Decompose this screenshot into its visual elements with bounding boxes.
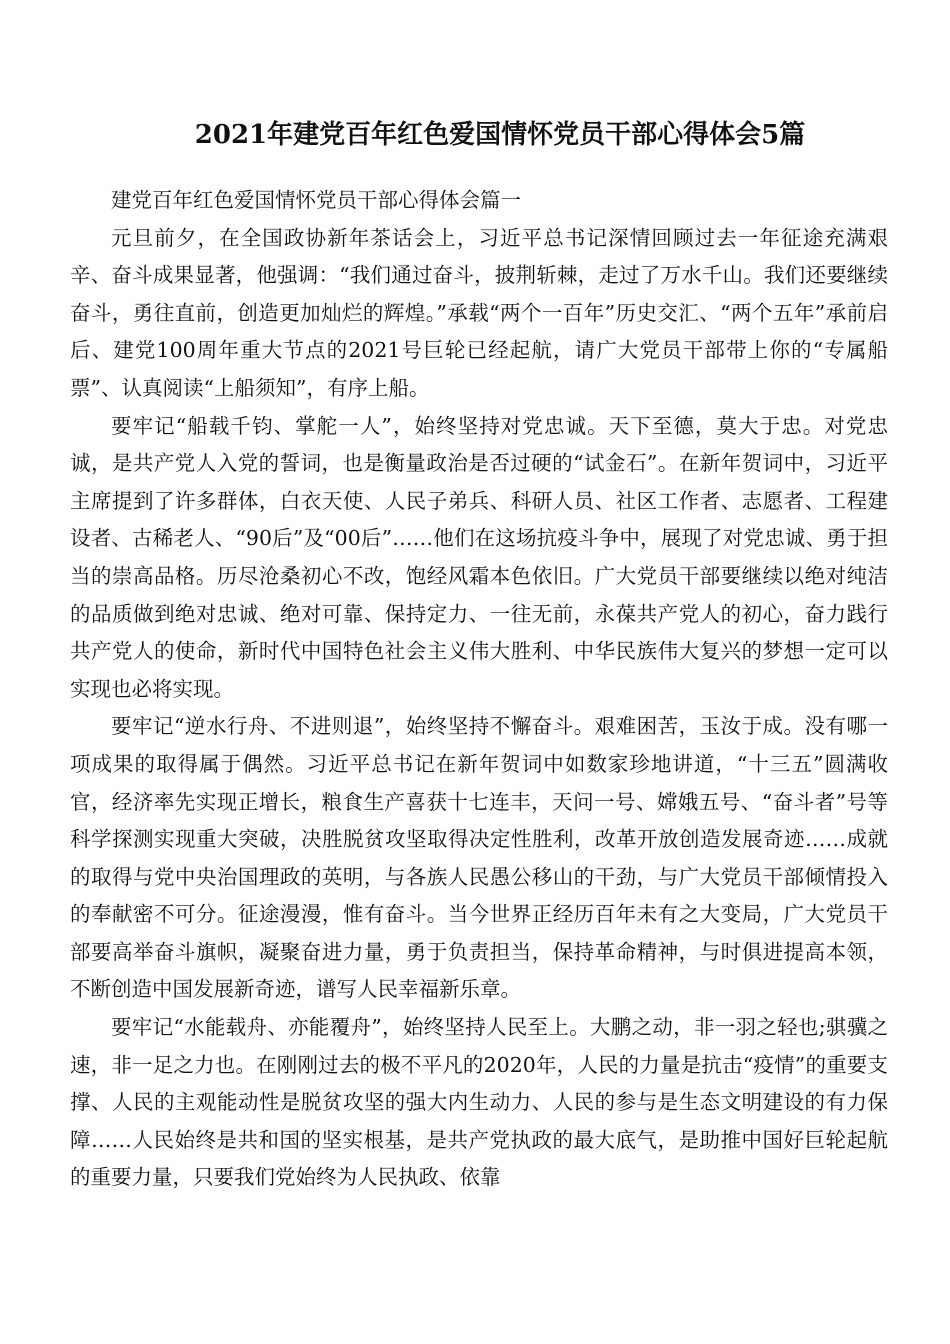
paragraph: 要牢记“逆水行舟、不进则退”，始终坚持不懈奋斗。艰难困苦，玉汝于成。没有哪一项成果的取得属于偶然。习近平总书记在新年贺词中如数家珍地讲道，“十三五”圆满收官，经济率先实现正增长，粮食生产喜获十七连丰，天问一号、嫦娥五号、“奋斗者”号等科学探测实现重大突破，决胜脱贫攻坚取得决定性胜利，改革开放创造发展奇迹……成就的取得与党中央治国理政的英明，与各族人民愚公移山的干劲，与广大党员干部倾情投入的奉献密不可分。征途漫漫，惟有奋斗。当今世界正经历百年未有之大变局，广大党员干部要高举奋斗旗帜，凝聚奋进力量，勇于负责担当，保持革命精神，与时俱进提高本领，不断创造中国发展新奇迹，谱写人民幸福新乐章。 — [70, 714, 888, 1002]
paragraph: 要牢记“水能载舟、亦能覆舟”，始终坚持人民至上。大鹏之动，非一羽之轻也;骐骥之速，非一足之力也。在刚刚过去的极不平凡的2020年，人民的力量是抗击“疫情”的重要支撑、人民的主观能动性是脱贫攻坚的强大内生动力、人民的参与是生态文明建设的有力保障……人民始终是共和国的坚实根基，是共产党执政的最大底气，是助推中国好巨轮起航的重要力量，只要我们党始终为人民执政、依靠 — [70, 1015, 888, 1190]
paragraph: 要牢记“船载千钧、掌舵一人”，始终坚持对党忠诚。天下至德，莫大于忠。对党忠诚，是共产党人入党的誓词，也是衡量政治是否过硬的“试金石”。在新年贺词中，习近平主席提到了许多群体，白衣天使、人民子弟兵、科研人员、社区工作者、志愿者、工程建设者、古稀老人、“90后”及“00后”……他们在这场抗疫斗争中，展现了对党忠诚、勇于担当的崇高品格。历尽沧桑初心不改，饱经风霜本色依旧。广大党员干部要继续以绝对纯洁的品质做到绝对忠诚、绝对可靠、保持定力、一往无前，永葆共产党人的初心，奋力践行共产党人的使命，新时代中国特色社会主义伟大胜利、中华民族伟大复兴的梦想一定可以实现也必将实现。 — [70, 413, 888, 701]
document-title: 2021年建党百年红色爱国情怀党员干部心得体会5篇 — [194, 120, 806, 151]
document-body — [70, 182, 888, 1197]
paragraph: 元旦前夕，在全国政协新年茶话会上，习近平总书记深情回顾过去一年征途充满艰辛、奋斗成果显著，他强调：“我们通过奋斗，披荆斩棘，走过了万水千山。我们还要继续奋斗，勇往直前，创造更加灿烂的辉煌。”承载“两个一百年”历史交汇、“两个五年”承前启后、建党100周年重大节点的2021号巨轮已经起航，请广大党员干部带上你的“专属船票”、认真阅读“上船须知”，有序上船。 — [70, 225, 888, 400]
section-heading: 建党百年红色爱国情怀党员干部心得体会篇一 — [111, 188, 521, 212]
